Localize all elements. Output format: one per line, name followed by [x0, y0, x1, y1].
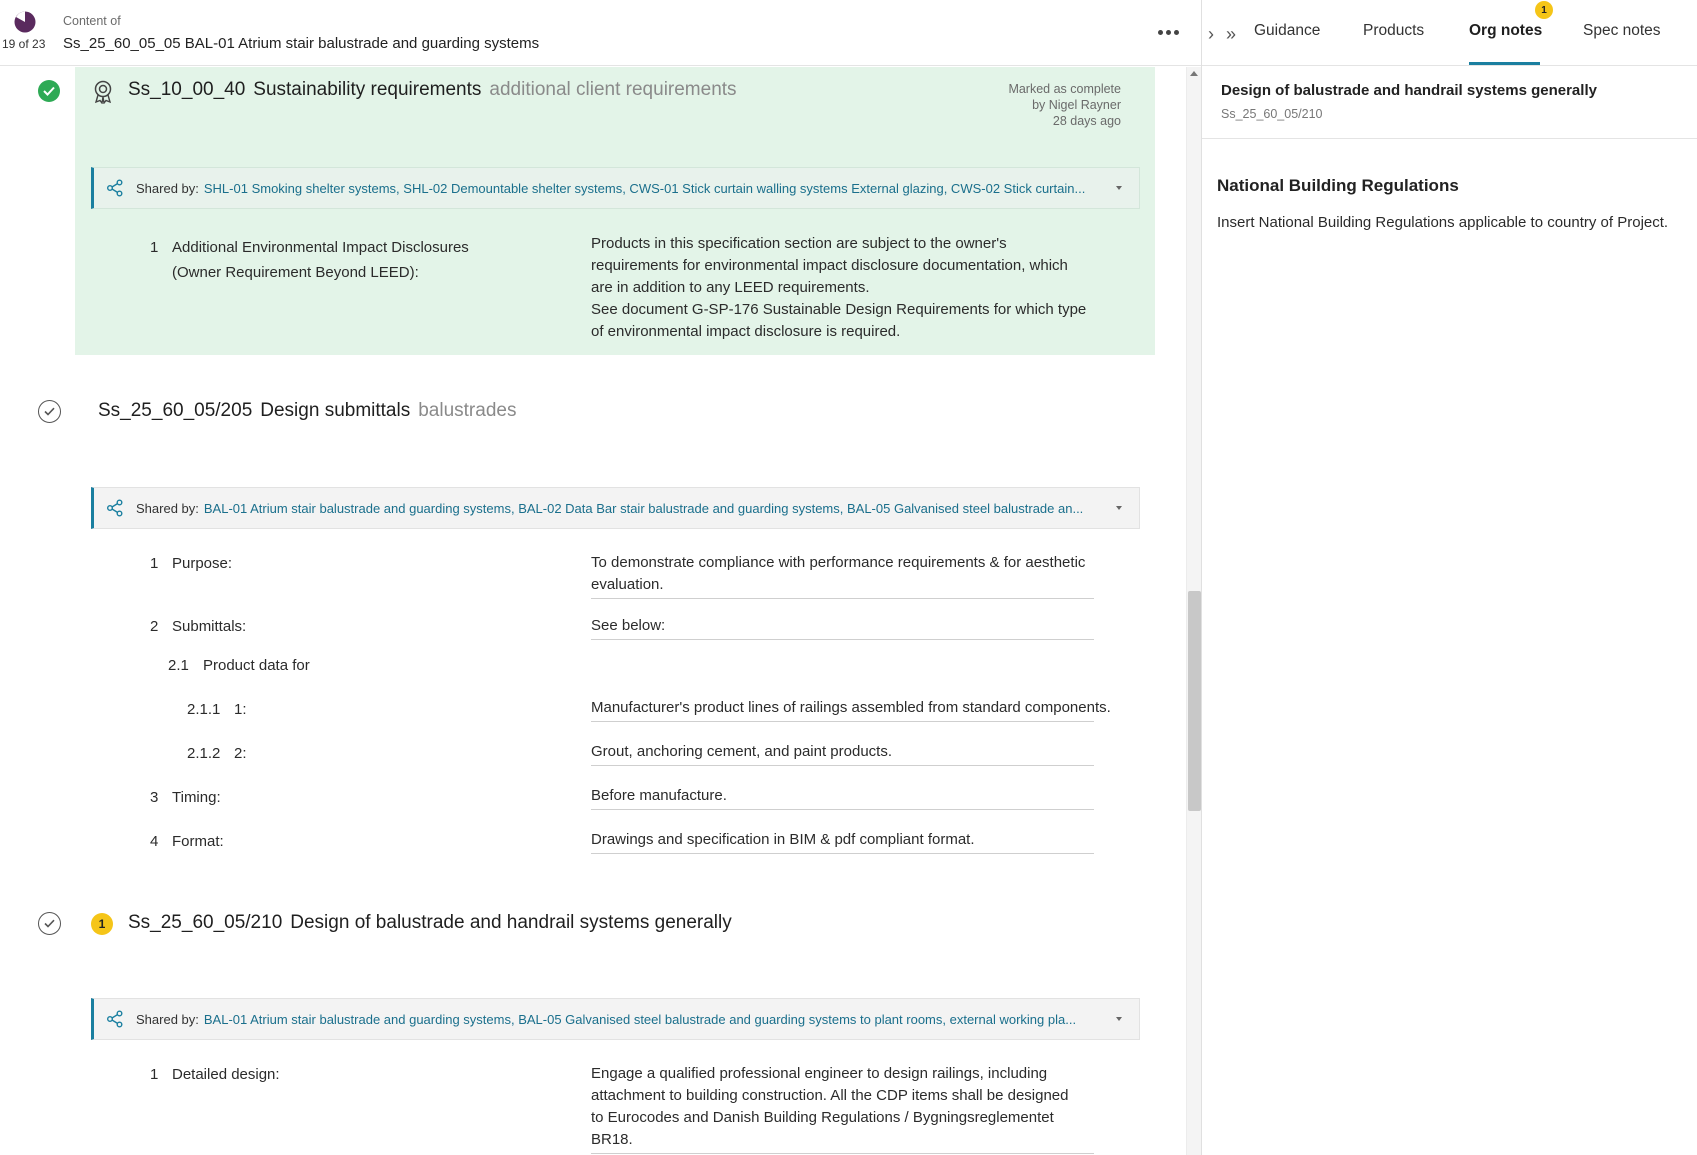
- share-icon: [106, 499, 124, 517]
- note-heading: National Building Regulations: [1217, 176, 1459, 195]
- side-panel: [1202, 0, 1697, 1155]
- complete-check-icon[interactable]: [38, 80, 60, 102]
- note-code: Ss_25_60_05/210: [1221, 107, 1323, 121]
- section-name: Design submittals: [260, 400, 411, 421]
- org-notes-count-badge: 1: [1535, 1, 1553, 19]
- tab-org-notes[interactable]: Org notes: [1469, 22, 1543, 39]
- checkmark-icon: [44, 407, 55, 416]
- clause-value[interactable]: [591, 552, 1094, 599]
- clause-value[interactable]: Grout, anchoring cement, and paint products.: [591, 741, 1094, 766]
- clause-label: Purpose:: [172, 555, 233, 572]
- spec-content: [0, 67, 1186, 1155]
- clause-value[interactable]: Before manufacture.: [591, 785, 1094, 810]
- shared-by-links[interactable]: BAL-01 Atrium stair balustrade and guarding systems, BAL-02 Data Bar stair balustrade and guarding systems, BAL-05 Galvanised steel balustrade an...: [203, 500, 1084, 516]
- clause-row: [150, 235, 158, 260]
- clause-value-line: of environmental impact disclosure is required.: [591, 323, 901, 340]
- clause-value[interactable]: [591, 1063, 1094, 1154]
- clause-number: 3: [150, 789, 159, 806]
- marked-by: by Nigel Rayner: [1032, 98, 1121, 112]
- award-icon: [92, 80, 114, 104]
- section-title: [98, 400, 516, 422]
- clause-label: 2:: [234, 745, 247, 762]
- clause-value-line: to Eurocodes and Danish Building Regulations / Bygningsreglementet: [591, 1109, 1054, 1126]
- document-title[interactable]: Ss_25_60_05_05 BAL-01 Atrium stair balustrade and guarding systems: [63, 35, 540, 52]
- clause-value-line: requirements for environmental impact disclosure documentation, which: [591, 257, 1068, 274]
- clause-number: 2.1.2: [187, 745, 221, 762]
- chevron-down-icon[interactable]: [1116, 1017, 1122, 1021]
- clause-value-line: See document G-SP-176 Sustainable Design Requirements for which type: [591, 301, 1087, 318]
- shared-by-bar[interactable]: [91, 998, 1140, 1040]
- tab-guidance[interactable]: Guidance: [1254, 22, 1321, 39]
- shared-by-label: Shared by:: [136, 500, 199, 516]
- section-subtitle: balustrades: [418, 400, 517, 421]
- clause-number: 1: [150, 239, 159, 256]
- double-chevron-right-icon[interactable]: »: [1226, 24, 1237, 44]
- marked-when: 28 days ago: [1052, 114, 1121, 128]
- section-subtitle: additional client requirements: [489, 79, 737, 100]
- scroll-up-arrow-icon[interactable]: [1190, 71, 1198, 76]
- clause-label-line: Additional Environmental Impact Disclosures: [172, 239, 469, 256]
- tab-products[interactable]: Products: [1363, 22, 1425, 39]
- clause-value[interactable]: Drawings and specification in BIM & pdf compliant format.: [591, 829, 1094, 854]
- marked-line: Marked as complete: [1008, 82, 1121, 96]
- clause-row: [150, 555, 158, 572]
- scrollbar[interactable]: [1186, 67, 1201, 1155]
- side-panel-tabs: [1202, 0, 1697, 66]
- section-code: Ss_25_60_05/210: [128, 912, 283, 933]
- clause-number: 1: [150, 555, 159, 572]
- clause-value[interactable]: [591, 233, 1094, 343]
- shared-by-label: Shared by:: [136, 1011, 199, 1027]
- clause-value-line: are in addition to any LEED requirements.: [591, 279, 870, 296]
- progress-count: 19 of 23: [2, 37, 46, 51]
- document-header: [0, 0, 1201, 66]
- section-name: Design of balustrade and handrail systems generally: [290, 912, 732, 933]
- note-body: Insert National Building Regulations applicable to country of Project.: [1217, 214, 1669, 231]
- checkmark-icon: [43, 86, 55, 96]
- check-circle-icon[interactable]: [38, 912, 61, 935]
- share-icon: [106, 179, 124, 197]
- clause-value[interactable]: See below:: [591, 615, 1094, 640]
- section-title: [128, 79, 737, 101]
- more-options-button[interactable]: [1152, 18, 1184, 46]
- clause-value-line: BR18.: [591, 1131, 633, 1148]
- section-code: Ss_25_60_05/205: [98, 400, 253, 421]
- org-note-badge[interactable]: 1: [91, 913, 113, 935]
- clause-number: 4: [150, 833, 159, 850]
- progress-pie-icon: [14, 11, 36, 33]
- clause-label: Timing:: [172, 789, 221, 806]
- clause-value-line: evaluation.: [591, 576, 664, 593]
- chevron-down-icon[interactable]: [1116, 506, 1122, 510]
- note-title: Design of balustrade and handrail systems generally: [1221, 82, 1597, 99]
- clause-number: 2.1.1: [187, 701, 221, 718]
- clause-value-line: attachment to building construction. All the CDP items shall be designed: [591, 1087, 1069, 1104]
- shared-by-links[interactable]: SHL-01 Smoking shelter systems, SHL-02 Demountable shelter systems, CWS-01 Stick curtain walling systems External glazing, CWS-02 Stick curtain...: [203, 180, 1086, 196]
- active-tab-indicator: [1469, 62, 1540, 65]
- tab-spec-notes[interactable]: Spec notes: [1583, 22, 1661, 39]
- clause-label: Product data for: [203, 657, 310, 674]
- section-code: Ss_10_00_40: [128, 79, 246, 100]
- clause-label: Detailed design:: [172, 1066, 280, 1083]
- clause-value-line: Products in this specification section are subject to the owner's: [591, 235, 1007, 252]
- completion-status: [1008, 81, 1121, 129]
- clause-number: 2.1: [168, 657, 189, 674]
- clause-row: [150, 618, 158, 635]
- section-sustainability: [75, 67, 1155, 355]
- shared-by-bar[interactable]: [91, 167, 1140, 209]
- clause-label: Submittals:: [172, 618, 247, 635]
- scroll-thumb[interactable]: [1188, 591, 1201, 811]
- shared-by-label: Shared by:: [136, 180, 199, 196]
- more-icon-dot: [1174, 30, 1179, 35]
- note-header: [1202, 66, 1697, 139]
- shared-by-links[interactable]: BAL-01 Atrium stair balustrade and guarding systems, BAL-05 Galvanised steel balustrade and guarding systems to plant rooms, external working pla...: [203, 1011, 1077, 1027]
- chevron-right-icon[interactable]: ›: [1208, 24, 1214, 44]
- clause-number: 2: [150, 618, 159, 635]
- section-title: [128, 912, 732, 934]
- clause-label: [172, 235, 469, 285]
- clause-number: 1: [150, 1066, 159, 1083]
- content-of-label: Content of: [63, 14, 121, 28]
- chevron-down-icon[interactable]: [1116, 186, 1122, 190]
- check-circle-icon[interactable]: [38, 400, 61, 423]
- clause-label-line: (Owner Requirement Beyond LEED):: [172, 264, 419, 281]
- clause-value-line: To demonstrate compliance with performance requirements & for aesthetic: [591, 554, 1086, 571]
- checkmark-icon: [44, 919, 55, 928]
- more-icon-dot: [1166, 30, 1171, 35]
- section-name: Sustainability requirements: [253, 79, 482, 100]
- clause-value[interactable]: Manufacturer's product lines of railings assembled from standard components.: [591, 697, 1094, 722]
- clause-label: 1:: [234, 701, 247, 718]
- more-icon: [1158, 30, 1163, 35]
- share-icon: [106, 1010, 124, 1028]
- clause-label: Format:: [172, 833, 224, 850]
- clause-value-line: Engage a qualified professional engineer to design railings, including: [591, 1065, 1048, 1082]
- shared-by-bar[interactable]: [91, 487, 1140, 529]
